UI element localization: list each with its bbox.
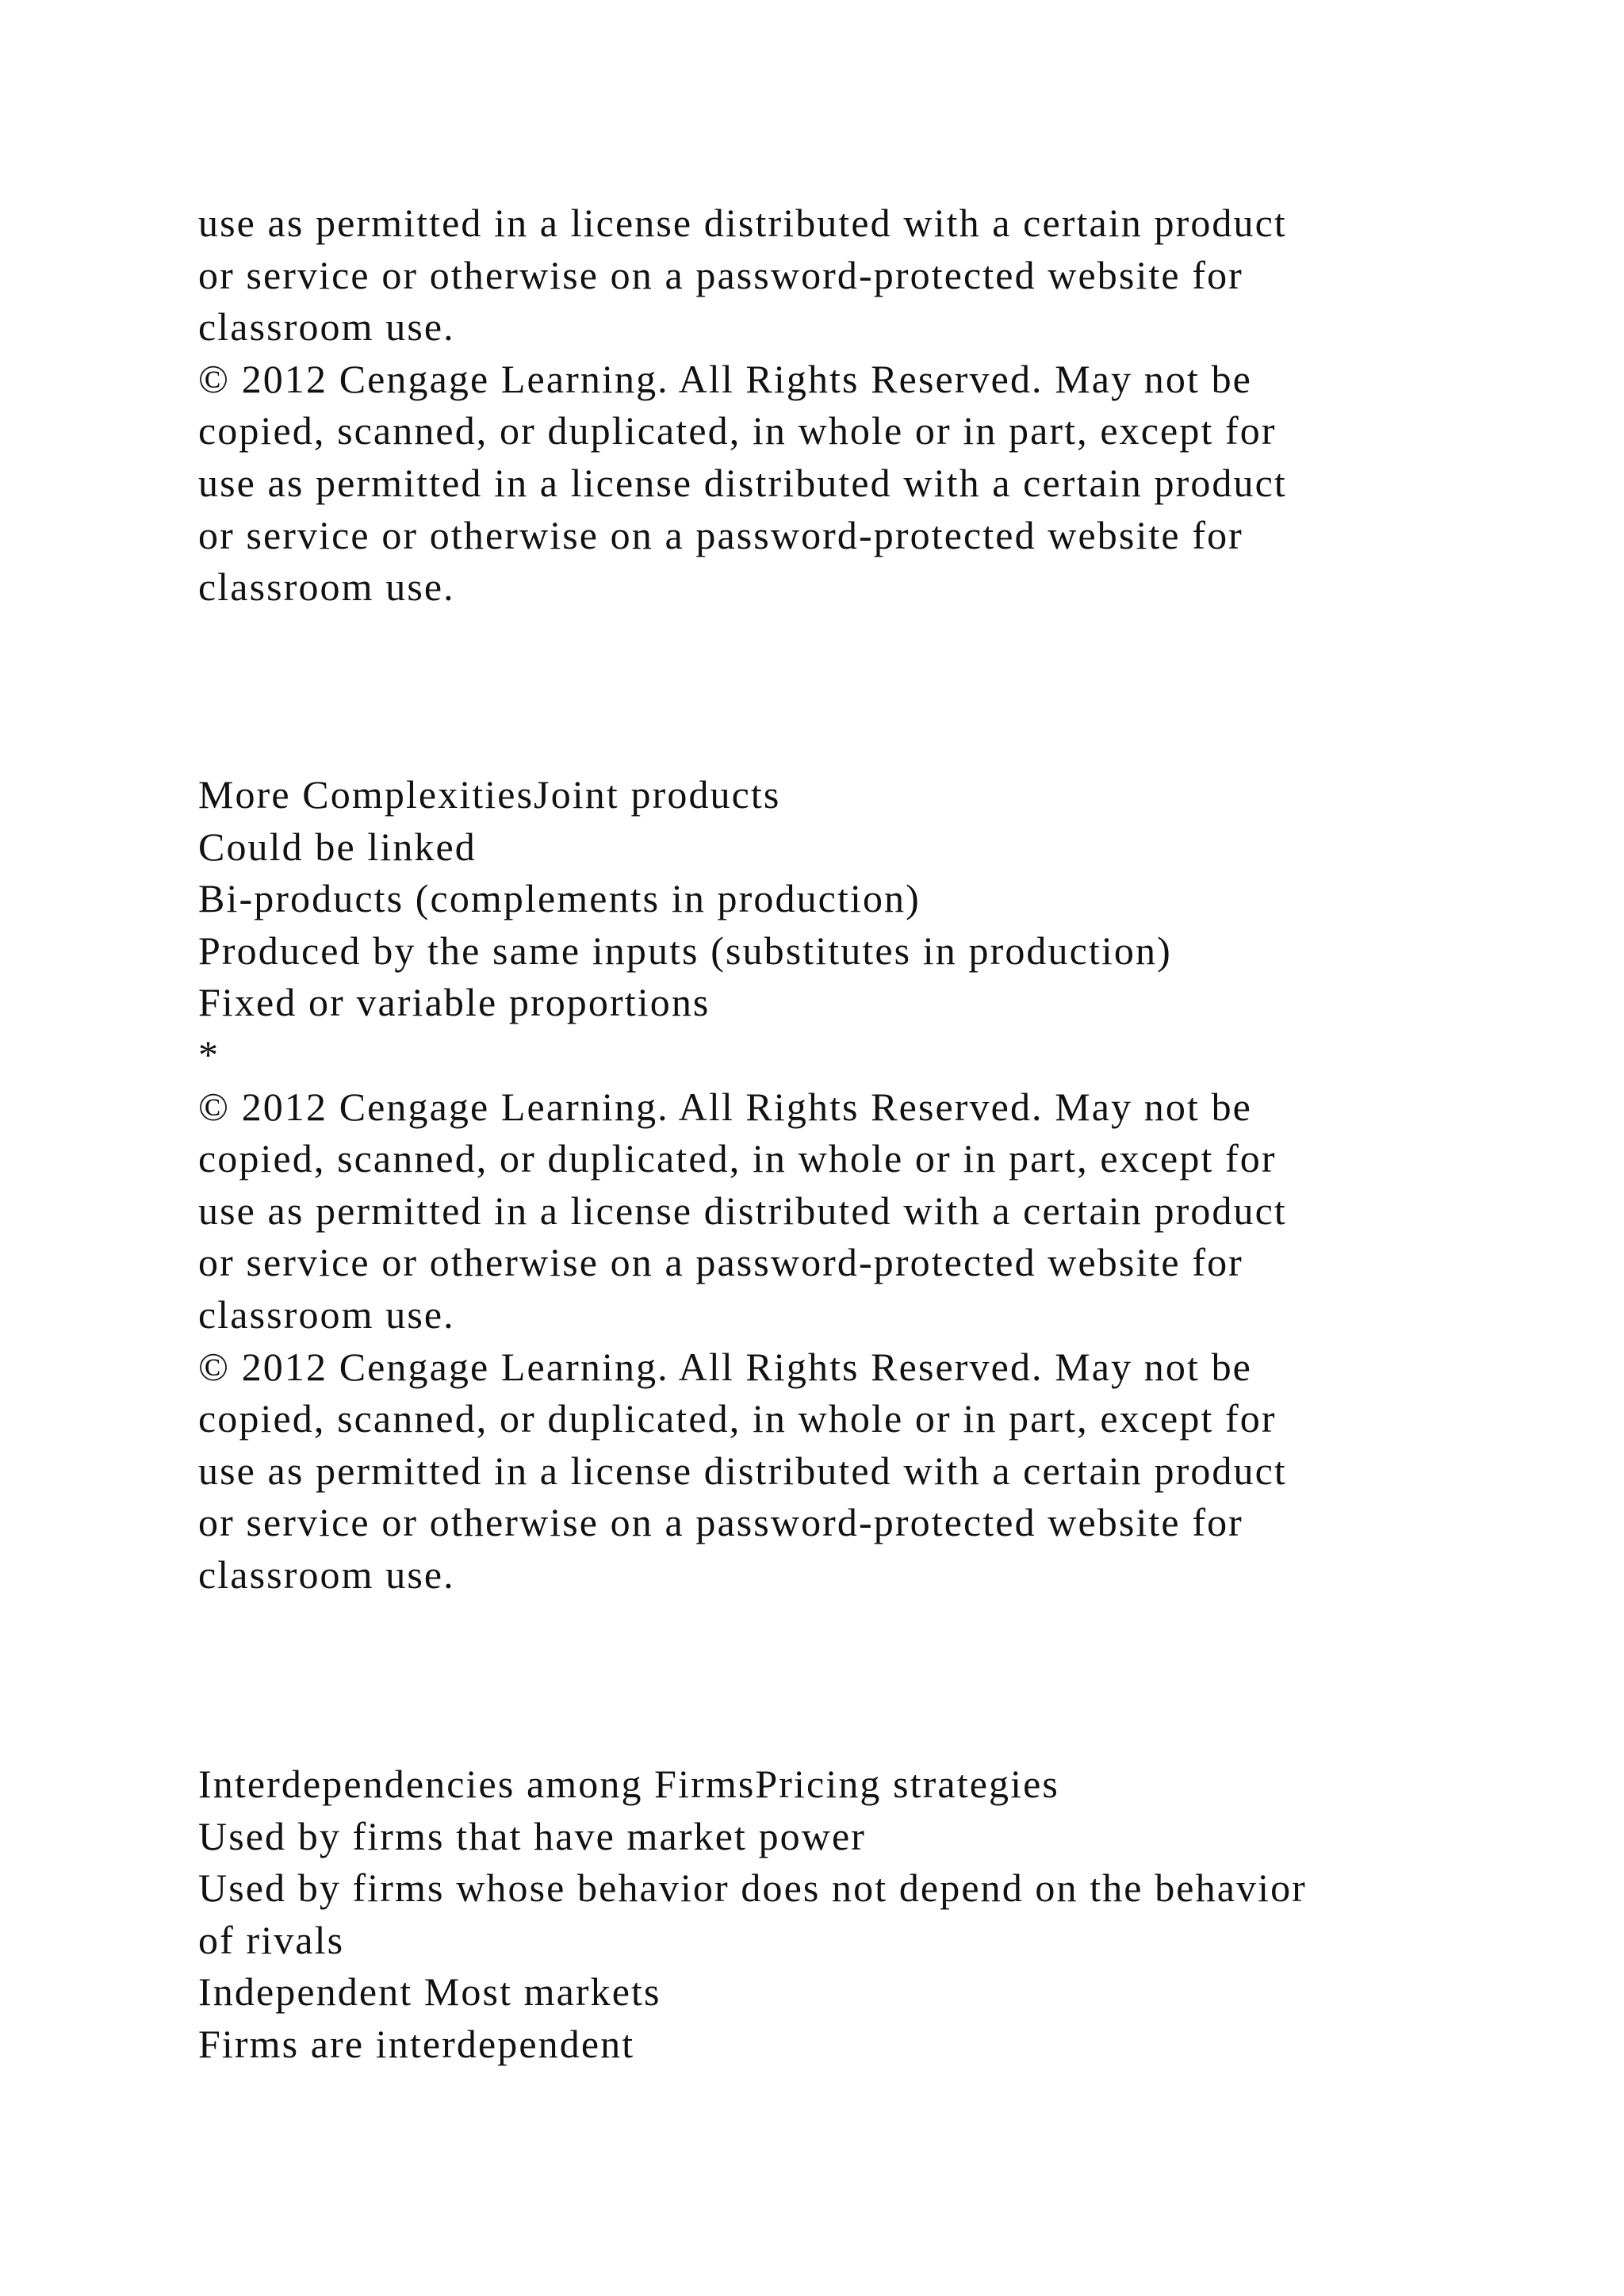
text-line: classroom use. <box>198 304 455 350</box>
text-line: Bi-products (complements in production) <box>198 876 921 921</box>
text-line: © 2012 Cengage Learning. All Rights Reserved. May not be <box>198 1344 1252 1389</box>
text-line: Used by firms that have market power <box>198 1813 867 1858</box>
text-line: copied, scanned, or duplicated, in whole or in part, except for <box>198 1136 1277 1181</box>
asterisk-marker: * <box>198 1031 220 1077</box>
text-line: classroom use. <box>198 1292 455 1337</box>
text-line: Used by firms whose behavior does not depend on the behavior <box>198 1866 1307 1911</box>
text-line: Produced by the same inputs (substitutes in production) <box>198 928 1172 973</box>
text-line: or service or otherwise on a password-protected website for <box>198 1240 1243 1285</box>
text-line: use as permitted in a license distributed with a certain product <box>198 201 1287 245</box>
section-heading: Interdependencies among FirmsPricing strategies <box>198 1762 1059 1806</box>
text-line: or service or otherwise on a password-protected website for <box>198 1500 1243 1545</box>
text-line: copied, scanned, or duplicated, in whole or in part, except for <box>198 1396 1277 1441</box>
text-line: Firms are interdependent <box>198 2021 635 2066</box>
copyright-notice-block <box>198 197 1562 614</box>
text-line: classroom use. <box>198 1552 455 1597</box>
more-complexities-section <box>198 769 1562 1601</box>
text-line: use as permitted in a license distributed with a certain product <box>198 1188 1287 1233</box>
text-line: copied, scanned, or duplicated, in whole or in part, except for <box>198 408 1277 453</box>
interdependencies-section <box>198 1758 1562 2071</box>
text-line: use as permitted in a license distributed with a certain product <box>198 460 1287 505</box>
text-line: Could be linked <box>198 824 477 869</box>
text-line: © 2012 Cengage Learning. All Rights Reserved. May not be <box>198 1084 1252 1129</box>
text-line: Fixed or variable proportions <box>198 980 710 1025</box>
text-line: Independent Most markets <box>198 1969 661 2015</box>
text-line: of rivals <box>198 1917 345 1962</box>
text-line: or service or otherwise on a password-protected website for <box>198 512 1243 557</box>
text-line: classroom use. <box>198 564 455 610</box>
section-heading: More ComplexitiesJoint products <box>198 772 781 817</box>
text-line: © 2012 Cengage Learning. All Rights Reserved. May not be <box>198 356 1252 401</box>
text-line: or service or otherwise on a password-protected website for <box>198 252 1243 297</box>
text-line: use as permitted in a license distributed with a certain product <box>198 1448 1287 1493</box>
